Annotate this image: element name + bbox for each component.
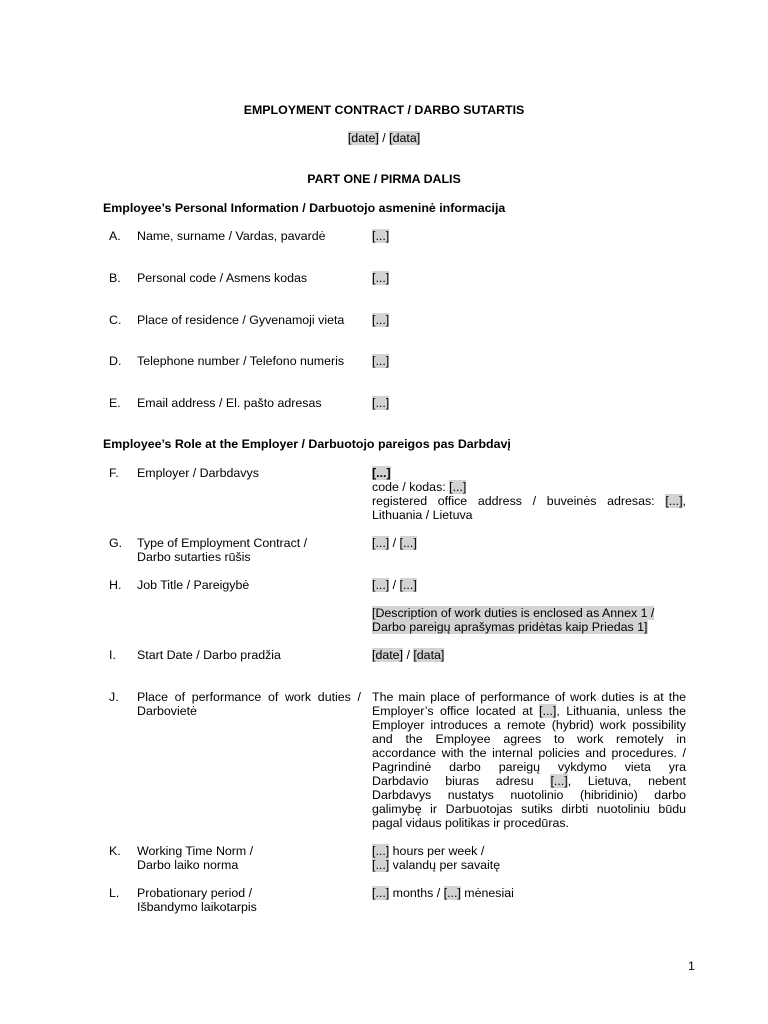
text-part: mėnesiai (460, 886, 514, 900)
document-date (0, 131, 768, 145)
row-label: Telephone number / Telefono numeris (137, 354, 345, 368)
value-line (372, 844, 686, 858)
row-label: Place of residence / Gyvenamoji vieta (137, 313, 345, 327)
row-value (372, 271, 686, 285)
placeholder-field: [...] (372, 578, 390, 592)
placeholder-field: [...] (372, 858, 390, 872)
employer-country: Lithuania / Lietuva (372, 508, 473, 522)
row-letter: G. (109, 536, 123, 550)
text-line: and the Employee agrees to work remotely in (372, 732, 686, 746)
text-line: galimybę ir Darbuotojas sutiks dirbti nuotoliniu būdu (372, 802, 686, 816)
text-line: The main place of performance of work duties is at the (372, 690, 686, 704)
employer-code-placeholder: [...] (449, 480, 467, 494)
placeholder-field: [...] (399, 536, 417, 550)
row-letter: A. (109, 229, 121, 243)
text-line: pagal vidaus politikas ir procedūras. (372, 816, 569, 830)
row-label (137, 844, 361, 872)
text-line: Employer introduces a remote (hybrid) work possibility (372, 718, 686, 732)
text-line: Darbdavys nustatys nuotolinio (hibridinio) darbo (372, 788, 686, 802)
row-value (372, 396, 686, 410)
date-placeholder: [date] (372, 648, 404, 662)
row-label (137, 690, 361, 718)
page-number: 1 (688, 959, 695, 973)
section-heading-personal-info: Employee’s Personal Information / Darbuotojo asmeninė informacija (103, 201, 506, 215)
employer-name-placeholder: [...] (372, 466, 391, 480)
label-line: Type of Employment Contract / (137, 536, 308, 550)
data-placeholder: [data] (413, 648, 445, 662)
row-letter: I. (109, 648, 116, 662)
text-part: Darbdavio biuras adresu (372, 774, 551, 788)
row-letter: B. (109, 271, 121, 285)
label-line: Darbo laiko norma (137, 858, 239, 872)
data-placeholder: [data] (389, 131, 421, 145)
separator: / (389, 578, 400, 592)
annex-line: [Description of work duties is enclosed as Annex 1 / (372, 606, 655, 620)
part-title: PART ONE / PIRMA DALIS (307, 172, 461, 186)
placeholder-field: [...] (372, 844, 390, 858)
document-title: EMPLOYMENT CONTRACT / DARBO SUTARTIS (243, 103, 525, 117)
placeholder-field: [...] (372, 271, 390, 285)
text-part: valandų per savaitę (389, 858, 501, 872)
row-label: Start Date / Darbo pradžia (137, 648, 281, 662)
placeholder-field: [...] (550, 774, 568, 788)
row-value (372, 354, 686, 368)
placeholder-field: [...] (539, 704, 557, 718)
annex-line: Darbo pareigų aprašymas pridėtas kaip Priedas 1] (372, 620, 648, 634)
text-part: months / (389, 886, 444, 900)
text-line (372, 704, 686, 718)
label-line: Place of performance of work duties / (137, 690, 361, 704)
text-part: , Lithuania, unless the (556, 704, 686, 718)
label-line: Probationary period / (137, 886, 253, 900)
office-prefix: registered office address / buveinės adresas: (372, 494, 666, 508)
office-address-placeholder: [...] (665, 494, 683, 508)
row-value (372, 648, 686, 662)
row-letter: D. (109, 354, 122, 368)
row-label (137, 886, 361, 914)
row-letter: F. (109, 466, 119, 480)
row-letter: C. (109, 313, 122, 327)
label-line: Išbandymo laikotarpis (137, 900, 257, 914)
date-placeholder: [date] (347, 131, 379, 145)
row-value (372, 466, 686, 522)
separator: / (378, 131, 390, 145)
row-label: Email address / El. pašto adresas (137, 396, 322, 410)
placeholder-field: [...] (372, 313, 390, 327)
value-line (372, 858, 686, 872)
placeholder-field: [...] (372, 536, 390, 550)
text-line: accordance with the internal policies and procedures. / (372, 746, 686, 760)
row-label: Employer / Darbdavys (137, 466, 259, 480)
row-value (372, 886, 686, 900)
text-part: Employer’s office located at (372, 704, 540, 718)
separator: / (389, 536, 400, 550)
placeholder-field: [...] (399, 578, 417, 592)
row-value (372, 844, 686, 872)
placeholder-field: [...] (443, 886, 461, 900)
section-heading-role: Employee’s Role at the Employer / Darbuotojo pareigos pas Darbdavį (103, 437, 511, 451)
row-letter: E. (109, 396, 121, 410)
row-letter: K. (109, 844, 121, 858)
row-value (372, 690, 686, 830)
placeholder-field: [...] (372, 396, 390, 410)
placeholder-field: [...] (372, 354, 390, 368)
row-label: Name, surname / Vardas, pavardė (137, 229, 326, 243)
text-part: , Lietuva, nebent (567, 774, 686, 788)
office-suffix: , (682, 494, 686, 508)
row-value (372, 578, 686, 592)
row-letter: L. (109, 886, 120, 900)
row-label: Job Title / Pareigybė (137, 578, 250, 592)
placeholder-field: [...] (372, 229, 390, 243)
placeholder-field: [...] (372, 886, 390, 900)
row-value (372, 536, 686, 550)
text-part: hours per week / (389, 844, 485, 858)
text-line (372, 774, 686, 788)
label-line: Darbovietė (137, 704, 197, 718)
row-label (137, 536, 361, 564)
row-value (372, 313, 686, 327)
row-letter: J. (109, 690, 119, 704)
label-line: Darbo sutarties rūšis (137, 550, 251, 564)
separator: / (403, 648, 414, 662)
row-label: Personal code / Asmens kodas (137, 271, 308, 285)
text-line: Pagrindinė darbo pareigų vykdymo vieta yra (372, 760, 686, 774)
label-line: Working Time Norm / (137, 844, 254, 858)
annex-note (372, 606, 686, 634)
row-value (372, 229, 686, 243)
row-letter: H. (109, 578, 122, 592)
employer-code-prefix: code / kodas: (372, 480, 450, 494)
